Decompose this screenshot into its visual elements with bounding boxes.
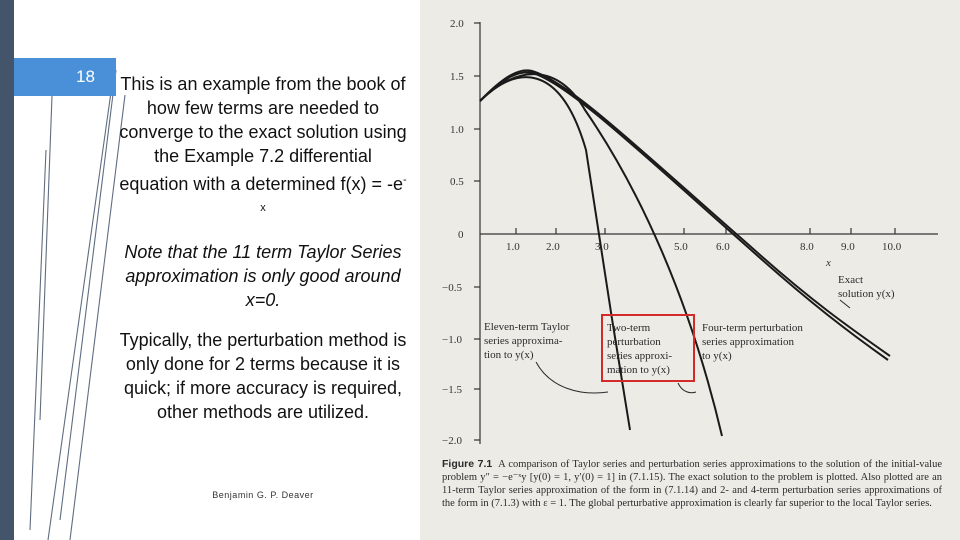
- caption-title: Figure 7.1: [442, 458, 493, 470]
- y-tick-label: −1.5: [442, 384, 462, 396]
- x-tick-label: 2.0: [546, 241, 560, 253]
- four-label-line2: series approximation: [702, 336, 794, 348]
- exact-label-line1: Exact: [838, 274, 864, 286]
- four-label-line1: Four-term perturbation: [702, 322, 803, 334]
- eleven-label-line2: series approxima-: [484, 335, 563, 347]
- x-axis-label: x: [826, 257, 831, 269]
- y-tick-label: 1.5: [450, 71, 464, 83]
- x-tick-label: 8.0: [800, 241, 814, 253]
- x-tick-label: 10.0: [882, 241, 902, 253]
- two-label-line4: mation to y(x): [607, 364, 670, 376]
- caption-text: A comparison of Taylor series and perturbation series approximations to the solution of the initial-value problem y″ = −e⁻ˣy [y(0) = 1, y′(0) = 1] in (7.1.15). The exact solution to the problem is plotted. Also plotted are an 11-term Taylor series approximation of the form in (7.1.14) and 2- and 4-term perturbation series approximations of the form in (7.1.3) with ε = 1. The global perturbative approximation is clearly far superior to the local Taylor series.: [442, 459, 942, 509]
- figure-photo: [420, 0, 960, 540]
- slide-text: [118, 72, 408, 440]
- x-tick-label: 5.0: [674, 241, 688, 253]
- x-tick-label: 6.0: [716, 241, 730, 253]
- y-tick-label: 0: [458, 229, 464, 241]
- y-tick-label: −0.5: [442, 282, 462, 294]
- two-label-line1: Two-term: [607, 322, 651, 334]
- eleven-label-line3: tion to y(x): [484, 349, 534, 361]
- y-tick-label: −1.0: [442, 334, 462, 346]
- x-tick-label: 1.0: [506, 241, 520, 253]
- figure-caption: [442, 458, 942, 510]
- exponent-sup: -x: [260, 174, 407, 214]
- slide-number-badge: [14, 58, 116, 96]
- paragraph-perturbation: Typically, the perturbation method is only done for 2 terms because it is quick; if more accuracy is required, other methods are utilized.: [119, 330, 407, 422]
- four-label-line3: to y(x): [702, 350, 732, 362]
- x-tick-label: 9.0: [841, 241, 855, 253]
- y-tick-label: 1.0: [450, 124, 464, 136]
- paragraph-intro-text: This is an example from the book of how few terms are needed to converge to the exact solution using the Example 7.2 differential equation with a determined f(x) = -e: [119, 74, 407, 194]
- y-tick-label: −2.0: [442, 435, 462, 447]
- two-label-line2: perturbation: [607, 336, 661, 348]
- slide-number: 18: [76, 67, 95, 86]
- paragraph-intro: [118, 72, 408, 224]
- y-tick-label: 0.5: [450, 176, 464, 188]
- y-tick-label: 2.0: [450, 18, 464, 30]
- eleven-label-line1: Eleven-term Taylor: [484, 321, 570, 333]
- two-label-line3: series approxi-: [607, 350, 673, 362]
- author-credit: Benjamin G. P. Deaver: [212, 490, 314, 500]
- exact-label-line2: solution y(x): [838, 288, 895, 300]
- x-tick-label: 3.0: [595, 241, 609, 253]
- paragraph-taylor-note: Note that the 11 term Taylor Series approximation is only good around x=0.: [124, 242, 402, 310]
